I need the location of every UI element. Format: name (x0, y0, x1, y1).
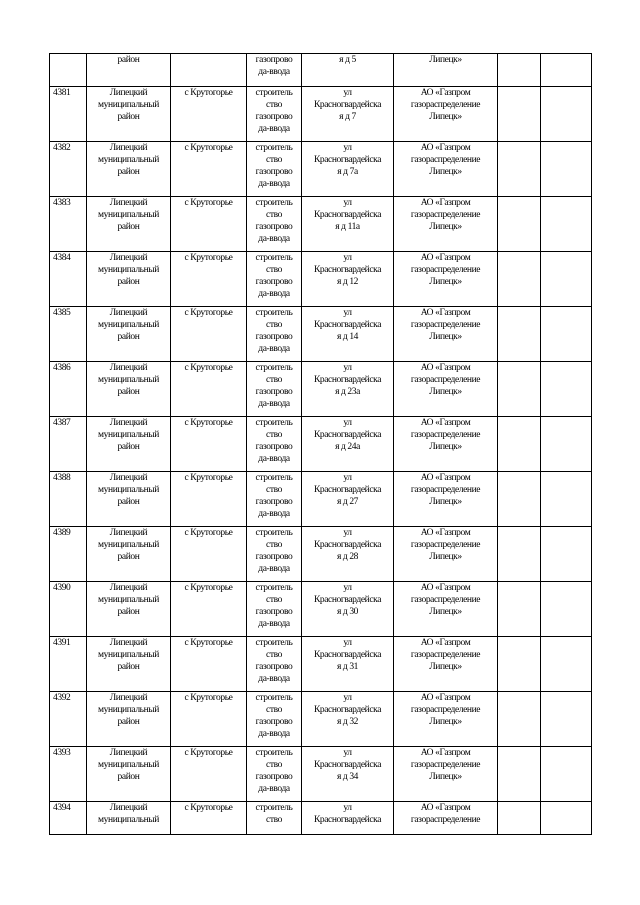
cell-address: ул Красногвардейска я д 12 (302, 252, 394, 307)
cell-number: 4381 (50, 87, 87, 142)
cell-number: 4392 (50, 692, 87, 747)
cell-address: я д 5 (302, 54, 394, 87)
cell-organization: АО «Газпром газораспределение Липецк» (394, 417, 498, 472)
cell-number: 4389 (50, 527, 87, 582)
cell-empty (498, 142, 541, 197)
cell-work-type: строитель ство газопрово да-ввода (247, 527, 302, 582)
cell-settlement: с Крутогорье (171, 472, 247, 527)
cell-address: ул Красногвардейска я д 31 (302, 637, 394, 692)
table-row (50, 637, 592, 692)
cell-empty (541, 472, 592, 527)
cell-empty (498, 417, 541, 472)
table-row (50, 527, 592, 582)
cell-empty (498, 637, 541, 692)
cell-work-type: строитель ство газопрово да-ввода (247, 87, 302, 142)
table-row (50, 692, 592, 747)
cell-municipality: Липецкий муниципальный район (87, 197, 171, 252)
cell-empty (541, 87, 592, 142)
cell-empty (498, 527, 541, 582)
cell-organization: АО «Газпром газораспределение Липецк» (394, 252, 498, 307)
cell-number: 4385 (50, 307, 87, 362)
cell-number: 4391 (50, 637, 87, 692)
table-row (50, 87, 592, 142)
cell-address: ул Красногвардейска я д 7а (302, 142, 394, 197)
cell-municipality: Липецкий муниципальный район (87, 87, 171, 142)
cell-work-type: строитель ство газопрово да-ввода (247, 637, 302, 692)
table-row (50, 197, 592, 252)
cell-municipality: Липецкий муниципальный район (87, 142, 171, 197)
cell-empty (498, 802, 541, 835)
cell-empty (541, 307, 592, 362)
cell-settlement (171, 54, 247, 87)
cell-work-type: строитель ство газопрово да-ввода (247, 307, 302, 362)
cell-organization: АО «Газпром газораспределение Липецк» (394, 692, 498, 747)
cell-organization: АО «Газпром газораспределение Липецк» (394, 527, 498, 582)
cell-municipality: Липецкий муниципальный район (87, 362, 171, 417)
cell-municipality: Липецкий муниципальный район (87, 637, 171, 692)
cell-municipality: Липецкий муниципальный район (87, 472, 171, 527)
cell-settlement: с Крутогорье (171, 87, 247, 142)
cell-work-type: строитель ство газопрово да-ввода (247, 252, 302, 307)
cell-organization: АО «Газпром газораспределение Липецк» (394, 307, 498, 362)
cell-empty (498, 54, 541, 87)
registry-table (49, 53, 592, 835)
cell-empty (541, 527, 592, 582)
cell-settlement: с Крутогорье (171, 527, 247, 582)
cell-number (50, 54, 87, 87)
cell-organization: АО «Газпром газораспределение Липецк» (394, 472, 498, 527)
cell-work-type: строитель ство газопрово да-ввода (247, 417, 302, 472)
cell-address: ул Красногвардейска я д 7 (302, 87, 394, 142)
cell-work-type: строитель ство газопрово да-ввода (247, 692, 302, 747)
cell-organization: АО «Газпром газораспределение Липецк» (394, 582, 498, 637)
cell-number: 4382 (50, 142, 87, 197)
cell-work-type: строитель ство газопрово да-ввода (247, 142, 302, 197)
table-row (50, 362, 592, 417)
cell-empty (541, 582, 592, 637)
cell-municipality: Липецкий муниципальный район (87, 747, 171, 802)
cell-work-type: строитель ство газопрово да-ввода (247, 362, 302, 417)
cell-organization: АО «Газпром газораспределение Липецк» (394, 197, 498, 252)
cell-work-type: газопрово да-ввода (247, 54, 302, 87)
cell-settlement: с Крутогорье (171, 197, 247, 252)
cell-settlement: с Крутогорье (171, 747, 247, 802)
cell-settlement: с Крутогорье (171, 362, 247, 417)
cell-settlement: с Крутогорье (171, 417, 247, 472)
cell-empty (498, 362, 541, 417)
cell-empty (541, 417, 592, 472)
cell-settlement: с Крутогорье (171, 142, 247, 197)
cell-empty (498, 197, 541, 252)
cell-number: 4390 (50, 582, 87, 637)
cell-organization: Липецк» (394, 54, 498, 87)
cell-empty (498, 692, 541, 747)
table-row (50, 747, 592, 802)
cell-settlement: с Крутогорье (171, 637, 247, 692)
cell-organization: АО «Газпром газораспределение (394, 802, 498, 835)
cell-municipality: Липецкий муниципальный район (87, 692, 171, 747)
cell-address: ул Красногвардейска я д 11а (302, 197, 394, 252)
cell-number: 4384 (50, 252, 87, 307)
cell-empty (498, 252, 541, 307)
cell-number: 4388 (50, 472, 87, 527)
cell-work-type: строитель ство газопрово да-ввода (247, 472, 302, 527)
cell-address: ул Красногвардейска я д 30 (302, 582, 394, 637)
cell-empty (498, 87, 541, 142)
cell-address: ул Красногвардейска я д 34 (302, 747, 394, 802)
cell-settlement: с Крутогорье (171, 307, 247, 362)
cell-address: ул Красногвардейска я д 23а (302, 362, 394, 417)
cell-number: 4387 (50, 417, 87, 472)
table-row (50, 472, 592, 527)
cell-work-type: строитель ство газопрово да-ввода (247, 747, 302, 802)
cell-number: 4386 (50, 362, 87, 417)
cell-settlement: с Крутогорье (171, 252, 247, 307)
cell-organization: АО «Газпром газораспределение Липецк» (394, 747, 498, 802)
table-body (50, 54, 592, 835)
cell-organization: АО «Газпром газораспределение Липецк» (394, 142, 498, 197)
cell-number: 4383 (50, 197, 87, 252)
cell-empty (541, 692, 592, 747)
table-row (50, 252, 592, 307)
cell-address: ул Красногвардейска (302, 802, 394, 835)
cell-municipality: Липецкий муниципальный район (87, 417, 171, 472)
cell-number: 4394 (50, 802, 87, 835)
cell-organization: АО «Газпром газораспределение Липецк» (394, 87, 498, 142)
cell-address: ул Красногвардейска я д 32 (302, 692, 394, 747)
cell-empty (541, 142, 592, 197)
cell-municipality: Липецкий муниципальный район (87, 252, 171, 307)
cell-settlement: с Крутогорье (171, 582, 247, 637)
cell-municipality: Липецкий муниципальный район (87, 582, 171, 637)
cell-empty (541, 54, 592, 87)
cell-empty (541, 197, 592, 252)
cell-organization: АО «Газпром газораспределение Липецк» (394, 637, 498, 692)
cell-empty (541, 802, 592, 835)
cell-organization: АО «Газпром газораспределение Липецк» (394, 362, 498, 417)
cell-empty (498, 307, 541, 362)
cell-municipality: Липецкий муниципальный (87, 802, 171, 835)
cell-address: ул Красногвардейска я д 28 (302, 527, 394, 582)
cell-municipality: Липецкий муниципальный район (87, 307, 171, 362)
cell-empty (541, 637, 592, 692)
cell-settlement: с Крутогорье (171, 692, 247, 747)
cell-work-type: строитель ство газопрово да-ввода (247, 582, 302, 637)
cell-municipality: район (87, 54, 171, 87)
table-row-partial (50, 802, 592, 835)
table-row (50, 417, 592, 472)
table-row (50, 142, 592, 197)
table-row (50, 307, 592, 362)
cell-empty (541, 252, 592, 307)
cell-empty (498, 582, 541, 637)
cell-empty (541, 747, 592, 802)
cell-municipality: Липецкий муниципальный район (87, 527, 171, 582)
cell-empty (498, 747, 541, 802)
cell-work-type: строитель ство (247, 802, 302, 835)
cell-number: 4393 (50, 747, 87, 802)
cell-settlement: с Крутогорье (171, 802, 247, 835)
table-row-continuation (50, 54, 592, 87)
cell-address: ул Красногвардейска я д 27 (302, 472, 394, 527)
cell-work-type: строитель ство газопрово да-ввода (247, 197, 302, 252)
table-row (50, 582, 592, 637)
cell-empty (541, 362, 592, 417)
cell-empty (498, 472, 541, 527)
cell-address: ул Красногвардейска я д 14 (302, 307, 394, 362)
cell-address: ул Красногвардейска я д 24а (302, 417, 394, 472)
